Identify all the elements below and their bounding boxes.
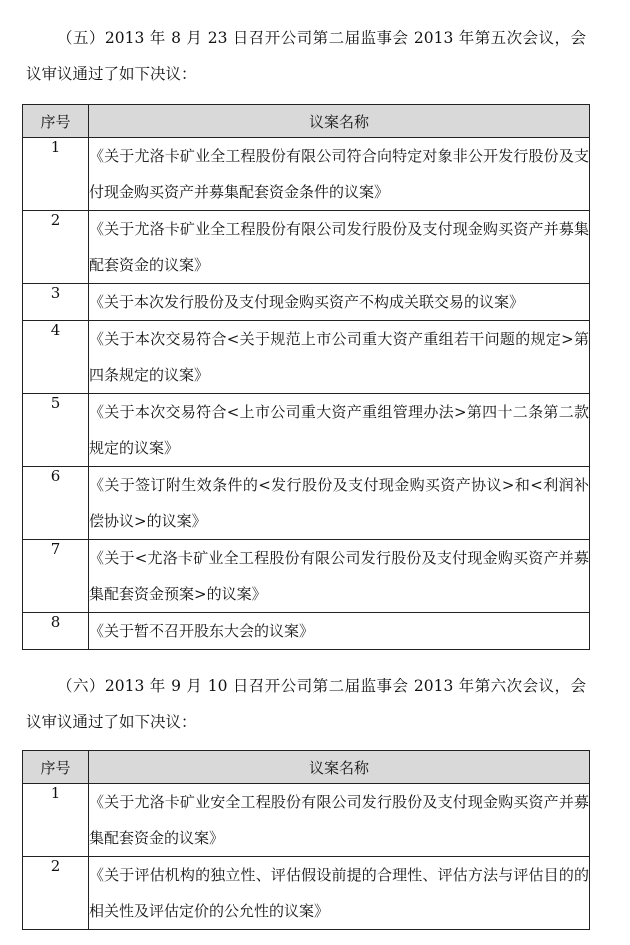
- row-number: 3: [23, 284, 89, 321]
- row-motion: 《关于<尤洛卡矿业全工程股份有限公司发行股份及支付现金购买资产并募集配套资金预案>的议案》: [89, 540, 590, 613]
- row-motion: 《关于尤洛卡矿业全工程股份有限公司符合向特定对象非公开发行股份及支付现金购买资产并募集配套资金条件的议案》: [89, 138, 590, 211]
- row-motion: 《关于本次发行股份及支付现金购买资产不构成关联交易的议案》: [89, 284, 590, 321]
- table-row: [23, 540, 590, 613]
- section6-intro: （六）2013 年 9 月 10 日召开公司第二届监事会 2013 年第六次会议，会议审议通过了如下决议：: [26, 677, 586, 731]
- row-motion: 《关于暂不召开股东大会的议案》: [89, 613, 590, 650]
- row-motion: 《关于尤洛卡矿业安全工程股份有限公司发行股份及支付现金购买资产并募集配套资金的议案》: [89, 784, 590, 857]
- row-number: 1: [23, 784, 89, 857]
- row-number: 7: [23, 540, 89, 613]
- table-header-row: [23, 751, 590, 784]
- header-name: 议案名称: [89, 751, 590, 784]
- table-row: [23, 394, 590, 467]
- table-row: [23, 138, 590, 211]
- section5-intro: （五）2013 年 8 月 23 日召开公司第二届监事会 2013 年第五次会议，会议审议通过了如下决议：: [26, 29, 586, 83]
- row-motion: 《关于评估机构的独立性、评估假设前提的合理性、评估方法与评估目的的相关性及评估定价的公允性的议案》: [89, 857, 590, 930]
- row-number: 2: [23, 211, 89, 284]
- table-row: [23, 321, 590, 394]
- table-row: [23, 857, 590, 930]
- row-motion: 《关于本次交易符合<关于规范上市公司重大资产重组若干问题的规定>第四条规定的议案》: [89, 321, 590, 394]
- table-row: [23, 784, 590, 857]
- row-number: 2: [23, 857, 89, 930]
- resolution-table-5: [22, 104, 590, 650]
- header-name: 议案名称: [89, 105, 590, 138]
- table-row: [23, 467, 590, 540]
- row-motion: 《关于签订附生效条件的<发行股份及支付现金购买资产协议>和<利润补偿协议>的议案》: [89, 467, 590, 540]
- table-row: [23, 613, 590, 650]
- row-motion: 《关于尤洛卡矿业全工程股份有限公司发行股份及支付现金购买资产并募集配套资金的议案》: [89, 211, 590, 284]
- row-number: 8: [23, 613, 89, 650]
- table-row: [23, 211, 590, 284]
- table-header-row: [23, 105, 590, 138]
- row-number: 1: [23, 138, 89, 211]
- header-no: 序号: [23, 751, 89, 784]
- row-number: 6: [23, 467, 89, 540]
- row-number: 4: [23, 321, 89, 394]
- row-motion: 《关于本次交易符合<上市公司重大资产重组管理办法>第四十二条第二款规定的议案》: [89, 394, 590, 467]
- header-no: 序号: [23, 105, 89, 138]
- row-number: 5: [23, 394, 89, 467]
- table-row: [23, 284, 590, 321]
- resolution-table-6: [22, 750, 590, 930]
